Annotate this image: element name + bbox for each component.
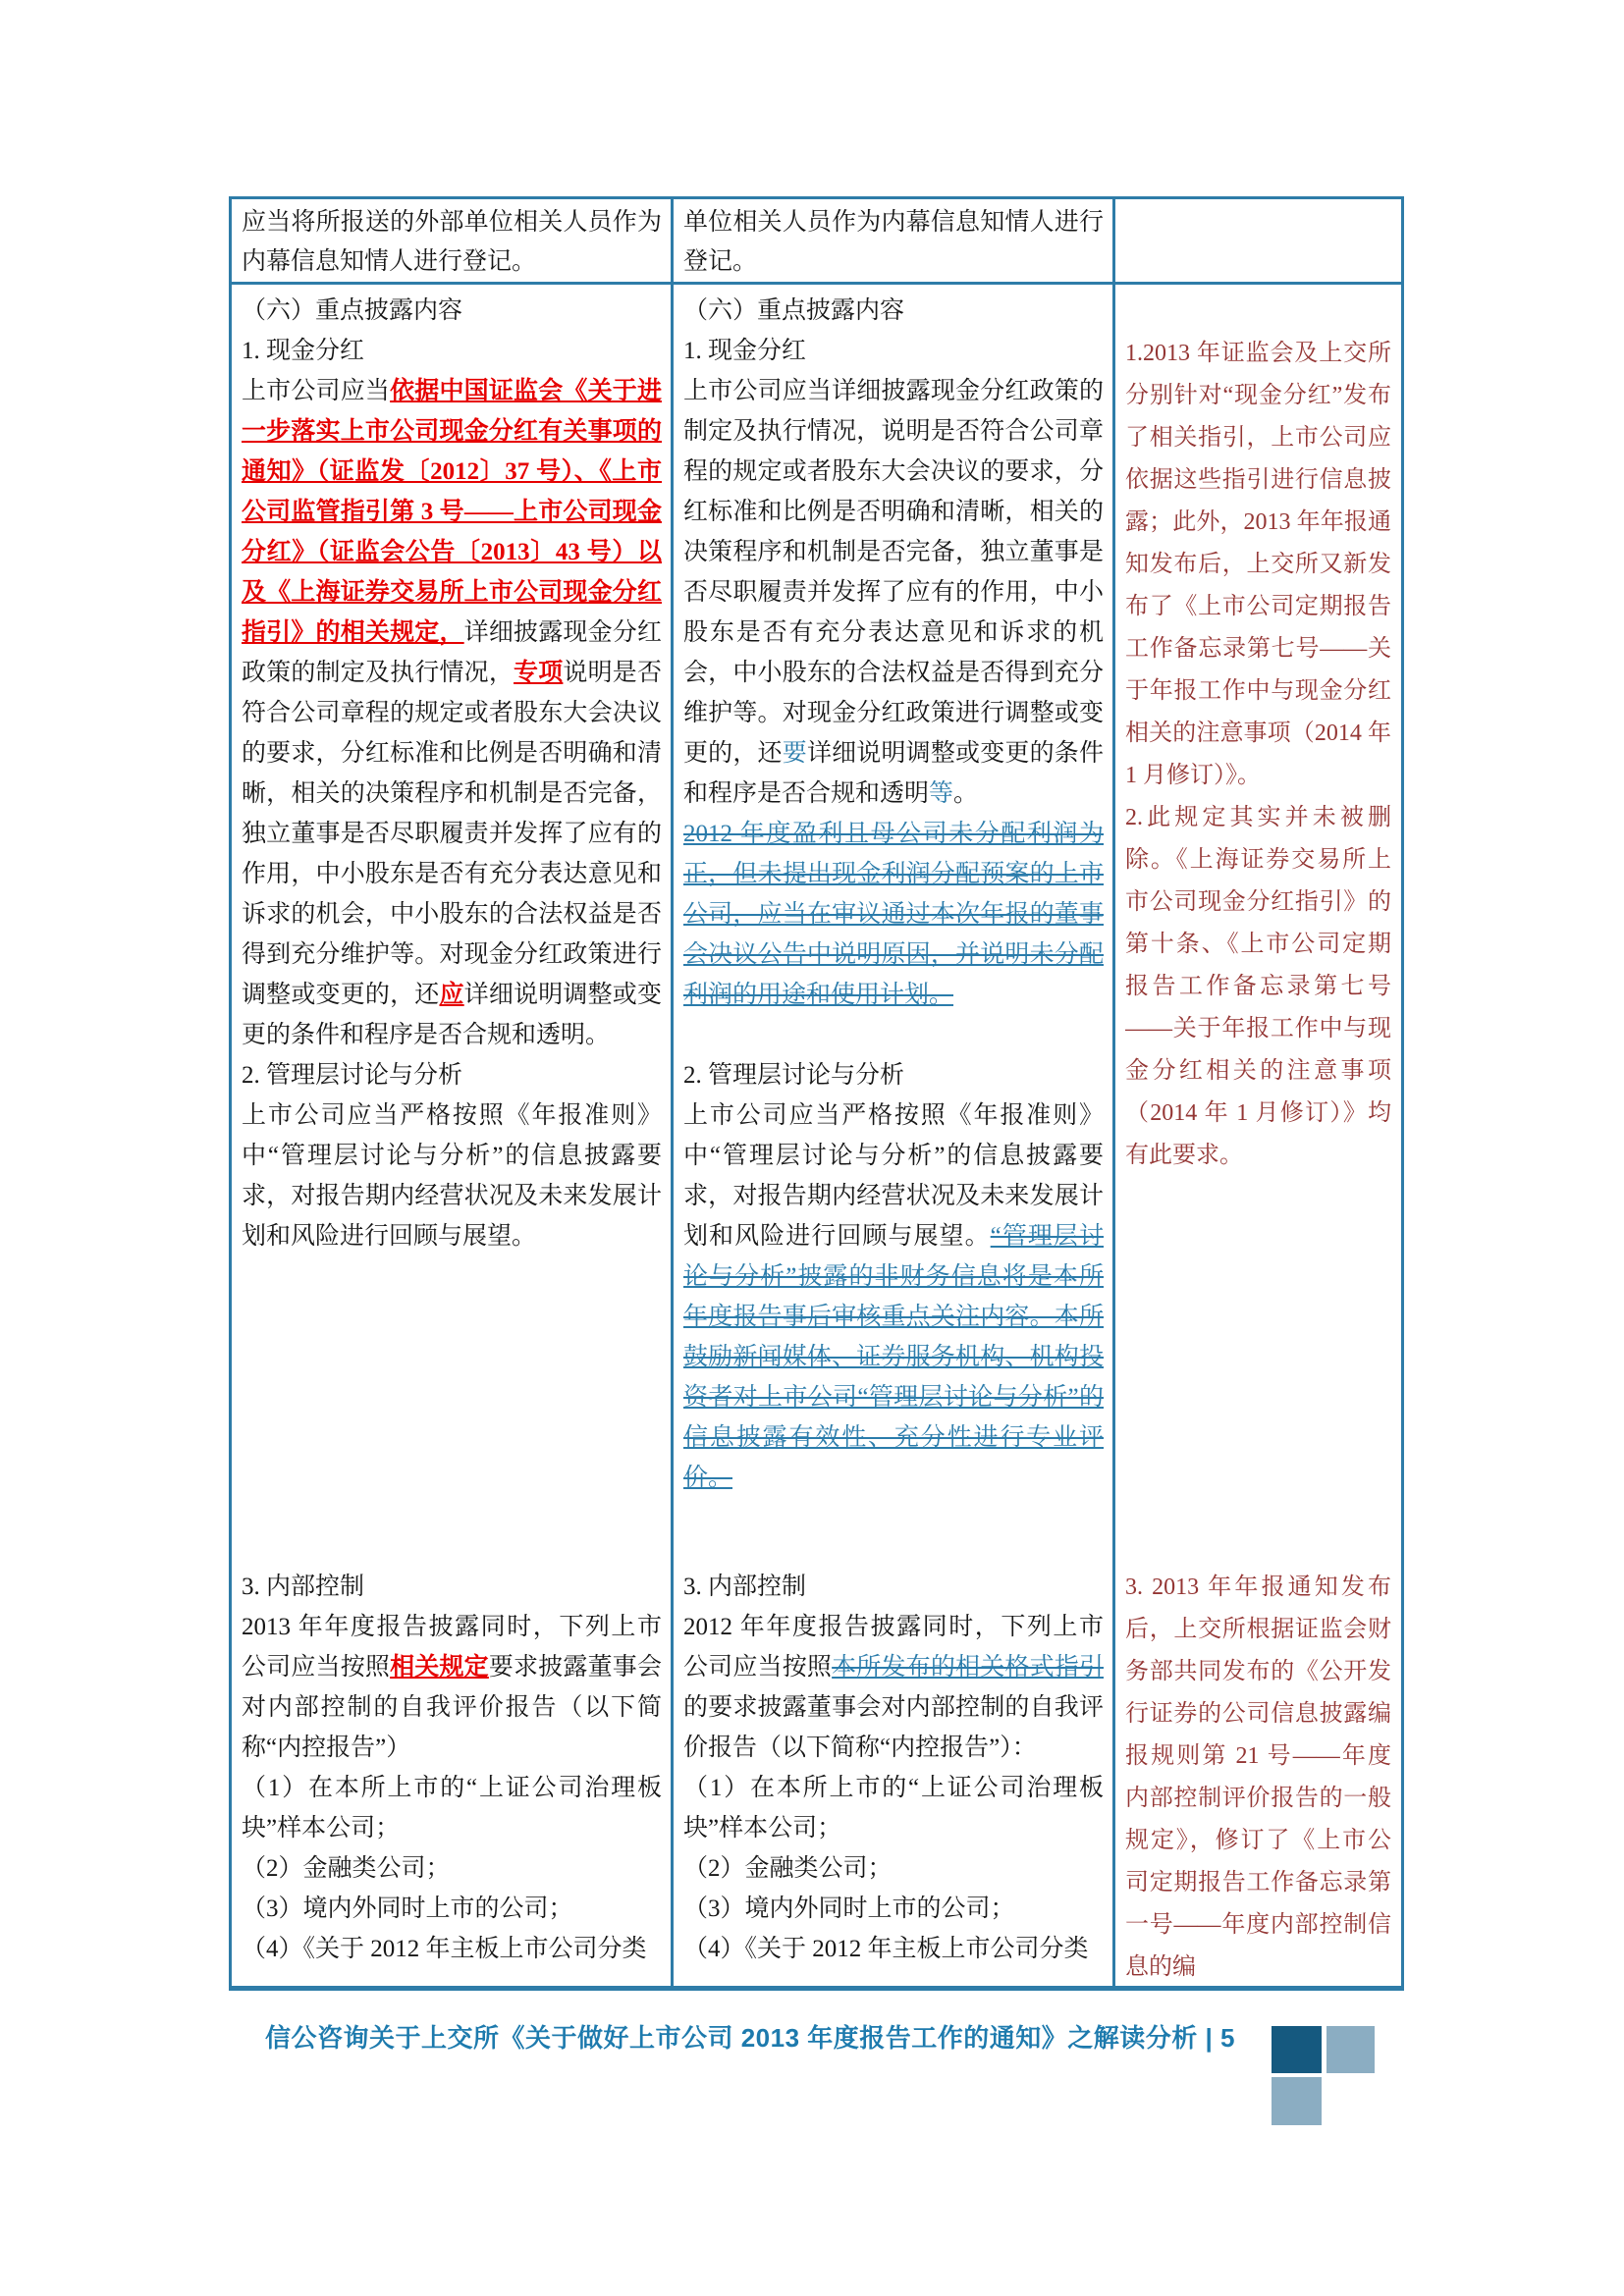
- text-run-ins: 要: [782, 740, 807, 767]
- paragraph: [683, 1768, 1104, 1848]
- text-run: 上市公司应当严格按照《年报准则》中“管理层讨论与分析”的信息披露要求，对报告期内经营状况及未来发展计划和风险进行回顾与展望。: [683, 1102, 1104, 1250]
- text-run: （4）《关于 2012 年主板上市公司分类: [242, 1936, 647, 1962]
- text-run: 2. 管理层讨论与分析: [683, 1062, 905, 1089]
- text-run: （4）《关于 2012 年主板上市公司分类: [683, 1936, 1089, 1962]
- text-run-red: 专项: [514, 660, 564, 686]
- footer-decoration-square-light-top: [1326, 2026, 1375, 2073]
- comparison-table: [229, 196, 1404, 1991]
- text-run: 说明是否符合公司章程的规定或者股东大会决议的要求，分红标准和比例是否明确和清晰，相关的决策程序和机制是否完备，独立董事是否尽职履责并发挥了应有的作用，中小股东是否有充分表达意见和诉求的机会，中小股东的合法权益是否得到充分维护等。对现金分红政策进行调整或变更的，还: [242, 660, 662, 1008]
- text-run: 。: [953, 780, 979, 807]
- paragraph: [242, 1929, 662, 1969]
- text-run: 2012 年年度报告披露同时，下列上市公司应当按照: [683, 1614, 1104, 1681]
- text-run: 1.2013 年证监会及上交所分别针对“现金分红”发布了相关指引，上市公司应依据这些指引进行信息披露；此外，2013 年年报通知发布后，上交所又新发布了《上市公司定期报告工作备忘录第七号——关于年报工作中与现金分红相关的注意事项（2014 年 1 月修订）》。: [1125, 341, 1391, 788]
- text-run: （六）重点披露内容: [242, 297, 463, 324]
- text-run: （六）重点披露内容: [683, 297, 905, 324]
- paragraph: [242, 291, 662, 331]
- paragraph: 应当将所报送的外部单位相关人员作为内幕信息知情人进行登记。: [242, 209, 662, 275]
- footer-decoration-square-light-bottom: [1272, 2077, 1322, 2125]
- paragraph: [683, 814, 1104, 1015]
- text-run: 3. 2013 年年报通知发布后，上交所根据证监会财务部共同发布的《公开发行证券的公司信息披露编报规则第 21 号——年度内部控制评价报告的一般规定》，修订了《上市公司定期报告工作备忘录第一号——年度内部控制信息的编: [1125, 1575, 1391, 1980]
- cell-commentary-notes-1-2: [1125, 291, 1391, 1567]
- text-run: 2013 年年度报告披露同时，下列上市公司应当按照: [242, 1614, 662, 1681]
- cell-section-3: [242, 1567, 662, 1969]
- text-run: 详细披露现金分红政策的制定及执行情况，: [242, 619, 662, 686]
- text-run: 1. 现金分红: [242, 338, 365, 364]
- paragraph: [242, 1607, 662, 1768]
- table-row-continuation: [232, 199, 1401, 285]
- spacer: [1125, 291, 1391, 333]
- cell-section-1-2: [242, 291, 662, 1567]
- cell-continuation-middle: [674, 199, 1115, 282]
- paragraph: [242, 1095, 662, 1256]
- text-run: 2. 管理层讨论与分析: [242, 1062, 463, 1089]
- cell-2012-notice-content: [674, 285, 1115, 1986]
- paragraph: [683, 1889, 1104, 1929]
- cell-section-3: [683, 1567, 1104, 1969]
- paragraph: 单位相关人员作为内幕信息知情人进行登记。: [683, 209, 1104, 275]
- text-run: （2）金融类公司；: [683, 1855, 893, 1882]
- footer-decoration-square-dark: [1272, 2026, 1322, 2073]
- text-run: 3. 内部控制: [683, 1574, 807, 1600]
- paragraph: [1125, 797, 1391, 1177]
- text-run: （2）金融类公司；: [242, 1855, 451, 1882]
- paragraph: [242, 1055, 662, 1095]
- cell-continuation-left: [232, 199, 674, 282]
- paragraph: [683, 331, 1104, 371]
- text-run: （1）在本所上市的“上证公司治理板块”样本公司；: [683, 1775, 1104, 1842]
- cell-commentary-note-3: [1125, 1567, 1391, 1986]
- paragraph: [683, 1929, 1104, 1969]
- cell-continuation-right-empty: [1115, 199, 1398, 282]
- paragraph: [1125, 1567, 1391, 1986]
- cell-section-1-2: [683, 291, 1104, 1567]
- text-run: 3. 内部控制: [242, 1574, 365, 1600]
- spacer: [683, 1015, 1104, 1055]
- text-run: 上市公司应当严格按照《年报准则》中“管理层讨论与分析”的信息披露要求，对报告期内经营状况及未来发展计划和风险进行回顾与展望。: [242, 1102, 662, 1250]
- text-run-del: “管理层讨论与分析”披露的非财务信息将是本所年度报告事后审核重点关注内容。本所鼓励新闻媒体、证券服务机构、机构投资者对上市公司“管理层讨论与分析”的信息披露有效性、充分性进行专业评价。: [683, 1223, 1104, 1491]
- paragraph: [683, 1095, 1104, 1498]
- paragraph: [683, 1055, 1104, 1095]
- text-run-ins: 等: [929, 780, 954, 807]
- paragraph: [683, 291, 1104, 331]
- paragraph: [683, 1848, 1104, 1889]
- text-run: 详细说明调整或变更的条件和程序是否合规和透明: [683, 740, 1104, 807]
- text-run-red: 依据中国证监会《关于进一步落实上市公司现金分红有关事项的通知》（证监发〔2012〕37 号）、《上市公司监管指引第 3 号——上市公司现金分红》（证监会公告〔2013〕43 号）以及《上海证券交易所上市公司现金分红指引》的相关规定，: [242, 378, 662, 646]
- table-row-key-disclosure: [232, 285, 1401, 1986]
- paragraph: [1125, 333, 1391, 797]
- text-run: 1. 现金分红: [683, 338, 807, 364]
- text-run: 上市公司应当: [242, 378, 391, 404]
- text-run: （3）境内外同时上市的公司；: [683, 1896, 1015, 1922]
- paragraph: [242, 331, 662, 371]
- paragraph: [242, 1768, 662, 1848]
- text-run: 上市公司应当详细披露现金分红政策的制定及执行情况，说明是否符合公司章程的规定或者股东大会决议的要求，分红标准和比例是否明确和清晰，相关的决策程序和机制是否完备，独立董事是否尽职履责并发挥了应有的作用，中小股东是否有充分表达意见和诉求的机会，中小股东的合法权益是否得到充分维护等。对现金分红政策进行调整或变更的，还: [683, 378, 1104, 767]
- paragraph: [683, 1607, 1104, 1768]
- cell-commentary: [1115, 285, 1398, 1986]
- text-run: （3）境内外同时上市的公司；: [242, 1896, 573, 1922]
- cell-2013-notice-content: [232, 285, 674, 1986]
- text-run: 的要求披露董事会对内部控制的自我评价报告（以下简称“内控报告”）：: [683, 1694, 1104, 1761]
- page-footer: 信公咨询关于上交所《关于做好上市公司 2013 年度报告工作的通知》之解读分析 | 5: [265, 2023, 1235, 2053]
- text-run-del: 本所发布的相关格式指引: [832, 1654, 1104, 1681]
- text-run-del: 2012 年度盈利且母公司未分配利润为正，但未提出现金利润分配预案的上市公司，应当在审议通过本次年报的董事会决议公告中说明原因，并说明未分配利润的用途和使用计划。: [683, 821, 1104, 1008]
- text-run-red: 相关规定: [390, 1654, 489, 1681]
- text-run: 详细说明调整或变更的条件和程序是否合规和透明。: [242, 982, 662, 1048]
- paragraph: [242, 371, 662, 1055]
- text-run: 2.此规定其实并未被删除。《上海证券交易所上市公司现金分红指引》的第十条、《上市公司定期报告工作备忘录第七号——关于年报工作中与现金分红相关的注意事项（2014 年 1 月修订）》均有此要求。: [1125, 805, 1391, 1168]
- paragraph: [242, 1889, 662, 1929]
- paragraph: [242, 1567, 662, 1607]
- text-run-red: 应: [439, 982, 464, 1008]
- paragraph: [683, 1567, 1104, 1607]
- paragraph: [683, 371, 1104, 814]
- text-run: 要求披露董事会对内部控制的自我评价报告（以下简称“内控报告”）: [242, 1654, 662, 1761]
- text-run: （1）在本所上市的“上证公司治理板块”样本公司；: [242, 1775, 662, 1842]
- paragraph: [242, 1848, 662, 1889]
